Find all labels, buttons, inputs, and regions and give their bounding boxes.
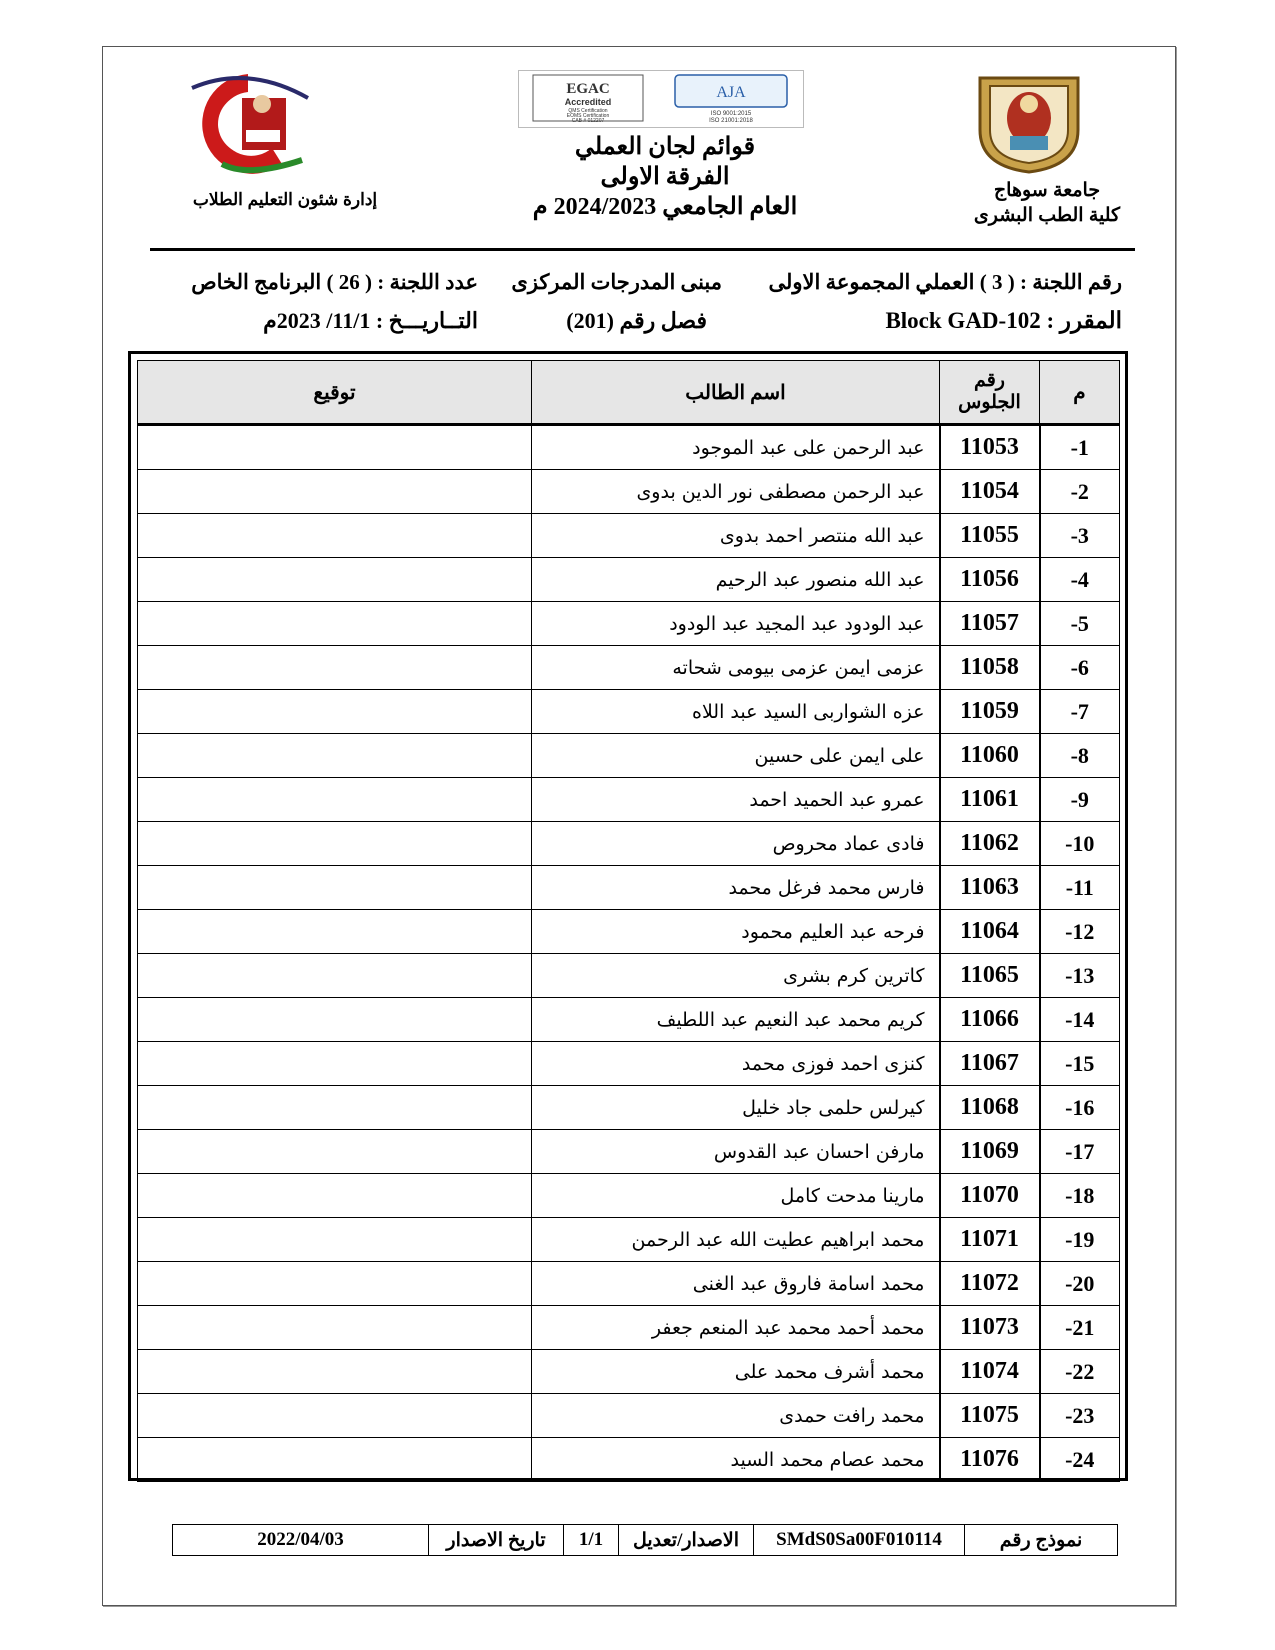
version-label: الاصدار/تعديل [618, 1525, 753, 1555]
student-name: فرحه عبد العليم محمود [532, 910, 940, 954]
form-footer [172, 1524, 1118, 1556]
signature-cell[interactable] [138, 1218, 532, 1262]
seat-number: 11054 [940, 470, 1040, 514]
signature-cell[interactable] [138, 1350, 532, 1394]
form-number-label: نموذج رقم [964, 1525, 1117, 1555]
student-name: فارس محمد فرغل محمد [532, 866, 940, 910]
student-name: مارفن احسان عبد القدوس [532, 1130, 940, 1174]
university-name: جامعة سوهاج [993, 180, 1101, 201]
title-line-2: الفرقة الاولى [600, 164, 730, 190]
table-row [138, 1262, 1120, 1306]
row-index: -11 [1040, 866, 1120, 910]
student-name: عمرو عبد الحميد احمد [532, 778, 940, 822]
students-table [137, 360, 1120, 1482]
row-index: -22 [1040, 1350, 1120, 1394]
row-index: -21 [1040, 1306, 1120, 1350]
table-row [138, 954, 1120, 998]
student-name: عبد الله منتصر احمد بدوى [532, 514, 940, 558]
signature-cell[interactable] [138, 1262, 532, 1306]
seat-number: 11053 [940, 425, 1040, 470]
row-index: -17 [1040, 1130, 1120, 1174]
table-row [138, 1394, 1120, 1438]
seat-number: 11073 [940, 1306, 1040, 1350]
table-row [138, 778, 1120, 822]
signature-cell[interactable] [138, 602, 532, 646]
row-index: -7 [1040, 690, 1120, 734]
faculty-of-medicine-logo-icon [162, 68, 334, 180]
seat-number: 11055 [940, 514, 1040, 558]
seat-number: 11076 [940, 1438, 1040, 1482]
row-index: -5 [1040, 602, 1120, 646]
row-index: -1 [1040, 425, 1120, 470]
students-table-frame [128, 351, 1128, 1481]
table-row [138, 646, 1120, 690]
row-index: -3 [1040, 514, 1120, 558]
table-row [138, 470, 1120, 514]
header-seat-line-2: الجلوس [958, 392, 1021, 413]
seat-number: 11066 [940, 998, 1040, 1042]
student-name: كيرلس حلمى جاد خليل [532, 1086, 940, 1130]
row-index: -6 [1040, 646, 1120, 690]
header-seat-number [940, 361, 1040, 425]
version-number: 1/1 [563, 1525, 618, 1555]
form-number: SMdS0Sa00F010114 [753, 1525, 964, 1555]
table-row [138, 998, 1120, 1042]
signature-cell[interactable] [138, 425, 532, 470]
seat-number: 11070 [940, 1174, 1040, 1218]
signature-cell[interactable] [138, 1394, 532, 1438]
egac-text: EGAC [566, 81, 610, 97]
signature-cell[interactable] [138, 734, 532, 778]
table-row [138, 1130, 1120, 1174]
title-line-1: قوائم لجان العملي [574, 134, 756, 160]
signature-cell[interactable] [138, 646, 532, 690]
student-name: محمد عصام محمد السيد [532, 1438, 940, 1482]
student-name: عبد الودود عبد المجيد عبد الودود [532, 602, 940, 646]
student-name: عبد الرحمن مصطفى نور الدين بدوى [532, 470, 940, 514]
header-divider [150, 248, 1135, 251]
student-name: كاترين كرم بشرى [532, 954, 940, 998]
egac-small-3: CAB # 012207 [571, 118, 605, 124]
table-row [138, 1438, 1120, 1482]
row-index: -18 [1040, 1174, 1120, 1218]
row-index: -16 [1040, 1086, 1120, 1130]
seat-number: 11061 [940, 778, 1040, 822]
row-index: -9 [1040, 778, 1120, 822]
seat-number: 11074 [940, 1350, 1040, 1394]
student-name: عبد الله منصور عبد الرحيم [532, 558, 940, 602]
seat-number: 11060 [940, 734, 1040, 778]
row-index: -4 [1040, 558, 1120, 602]
seat-number: 11064 [940, 910, 1040, 954]
table-row [138, 1042, 1120, 1086]
table-row [138, 690, 1120, 734]
table-row [138, 1306, 1120, 1350]
seat-number: 11062 [940, 822, 1040, 866]
building-name: مبنى المدرجات المركزى [511, 270, 722, 294]
student-name: محمد أشرف محمد على [532, 1350, 940, 1394]
signature-cell[interactable] [138, 866, 532, 910]
sohag-university-seal-icon [970, 70, 1088, 174]
issue-date-label: تاريخ الاصدار [428, 1525, 563, 1555]
student-name: محمد أحمد محمد عبد المنعم جعفر [532, 1306, 940, 1350]
signature-cell[interactable] [138, 558, 532, 602]
row-index: -19 [1040, 1218, 1120, 1262]
student-name: عزه الشواربى السيد عبد اللاه [532, 690, 940, 734]
header-seat-line-1: رقم [974, 370, 1005, 391]
seat-number: 11065 [940, 954, 1040, 998]
egac-small-2: EOMS Certification [566, 113, 610, 119]
seat-number: 11071 [940, 1218, 1040, 1262]
student-name: فادى عماد محروص [532, 822, 940, 866]
seat-number: 11058 [940, 646, 1040, 690]
seat-number: 11056 [940, 558, 1040, 602]
signature-cell[interactable] [138, 690, 532, 734]
row-index: -24 [1040, 1438, 1120, 1482]
egac-sub: Accredited [564, 97, 612, 107]
table-row [138, 602, 1120, 646]
row-index: -2 [1040, 470, 1120, 514]
row-index: -20 [1040, 1262, 1120, 1306]
seat-number: 11069 [940, 1130, 1040, 1174]
table-row [138, 734, 1120, 778]
table-row [138, 1218, 1120, 1262]
table-row [138, 425, 1120, 470]
row-index: -8 [1040, 734, 1120, 778]
row-index: -14 [1040, 998, 1120, 1042]
row-index: -15 [1040, 1042, 1120, 1086]
signature-cell[interactable] [138, 910, 532, 954]
signature-cell[interactable] [138, 778, 532, 822]
signature-cell[interactable] [138, 954, 532, 998]
seat-number: 11063 [940, 866, 1040, 910]
student-name: مارينا مدحت كامل [532, 1174, 940, 1218]
egac-small-1: QMS Certification [568, 108, 608, 114]
table-row [138, 822, 1120, 866]
university-name-block [947, 178, 1147, 228]
signature-cell[interactable] [138, 1438, 532, 1482]
student-name: كنزى احمد فوزى محمد [532, 1042, 940, 1086]
row-index: -13 [1040, 954, 1120, 998]
faculty-name: كلية الطب البشرى [973, 205, 1121, 226]
header-student-name: اسم الطالب [532, 361, 940, 425]
committee-number: رقم اللجنة : ( 3 ) العملي المجموعة الاولى [768, 270, 1122, 294]
course-code: المقرر : Block GAD-102 [885, 308, 1122, 333]
seat-number: 11057 [940, 602, 1040, 646]
department-name: إدارة شئون التعليم الطلاب [192, 190, 378, 209]
room-number: فصل رقم (201) [566, 308, 707, 333]
student-name: محمد ابراهيم عطيت الله عبد الرحمن [532, 1218, 940, 1262]
table-row [138, 514, 1120, 558]
seat-number: 11068 [940, 1086, 1040, 1130]
certification-badges-icon [519, 71, 803, 127]
signature-cell[interactable] [138, 1174, 532, 1218]
aja-small-1: ISO 9001:2015 [710, 111, 752, 117]
student-name: محمد رافت حمدى [532, 1394, 940, 1438]
table-row [138, 866, 1120, 910]
table-row [138, 1174, 1120, 1218]
seat-number: 11075 [940, 1394, 1040, 1438]
signature-cell[interactable] [138, 1086, 532, 1130]
signature-cell[interactable] [138, 470, 532, 514]
table-row [138, 910, 1120, 954]
title-line-3: العام الجامعي 2024/2023 م [532, 194, 798, 220]
exam-date: التــاريـــخ : 11/1/ 2023م [263, 308, 478, 333]
aja-small-2: ISO 21001:2018 [709, 118, 753, 124]
table-row [138, 1350, 1120, 1394]
document-titles [480, 132, 850, 222]
row-index: -12 [1040, 910, 1120, 954]
aja-text: AJA [716, 84, 746, 101]
signature-cell[interactable] [138, 1306, 532, 1350]
issue-date: 2022/04/03 [257, 1529, 344, 1550]
signature-cell[interactable] [138, 822, 532, 866]
committee-count: عدد اللجنة : ( 26 ) البرنامج الخاص [191, 270, 478, 294]
table-row [138, 1086, 1120, 1130]
table-header-row [138, 361, 1120, 425]
table-row [138, 558, 1120, 602]
seat-number: 11067 [940, 1042, 1040, 1086]
seat-number: 11059 [940, 690, 1040, 734]
student-name: كريم محمد عبد النعيم عبد اللطيف [532, 998, 940, 1042]
student-name: عبد الرحمن على عبد الموجود [532, 425, 940, 470]
header-signature: توقيع [138, 361, 532, 425]
certification-logos [518, 70, 804, 128]
row-index: -10 [1040, 822, 1120, 866]
signature-cell[interactable] [138, 514, 532, 558]
row-index: -23 [1040, 1394, 1120, 1438]
student-name: على ايمن على حسين [532, 734, 940, 778]
header-index: م [1040, 361, 1120, 425]
student-name: محمد اسامة فاروق عبد الغنى [532, 1262, 940, 1306]
seat-number: 11072 [940, 1262, 1040, 1306]
student-name: عزمى ايمن عزمى بيومى شحاته [532, 646, 940, 690]
signature-cell[interactable] [138, 998, 532, 1042]
signature-cell[interactable] [138, 1042, 532, 1086]
signature-cell[interactable] [138, 1130, 532, 1174]
